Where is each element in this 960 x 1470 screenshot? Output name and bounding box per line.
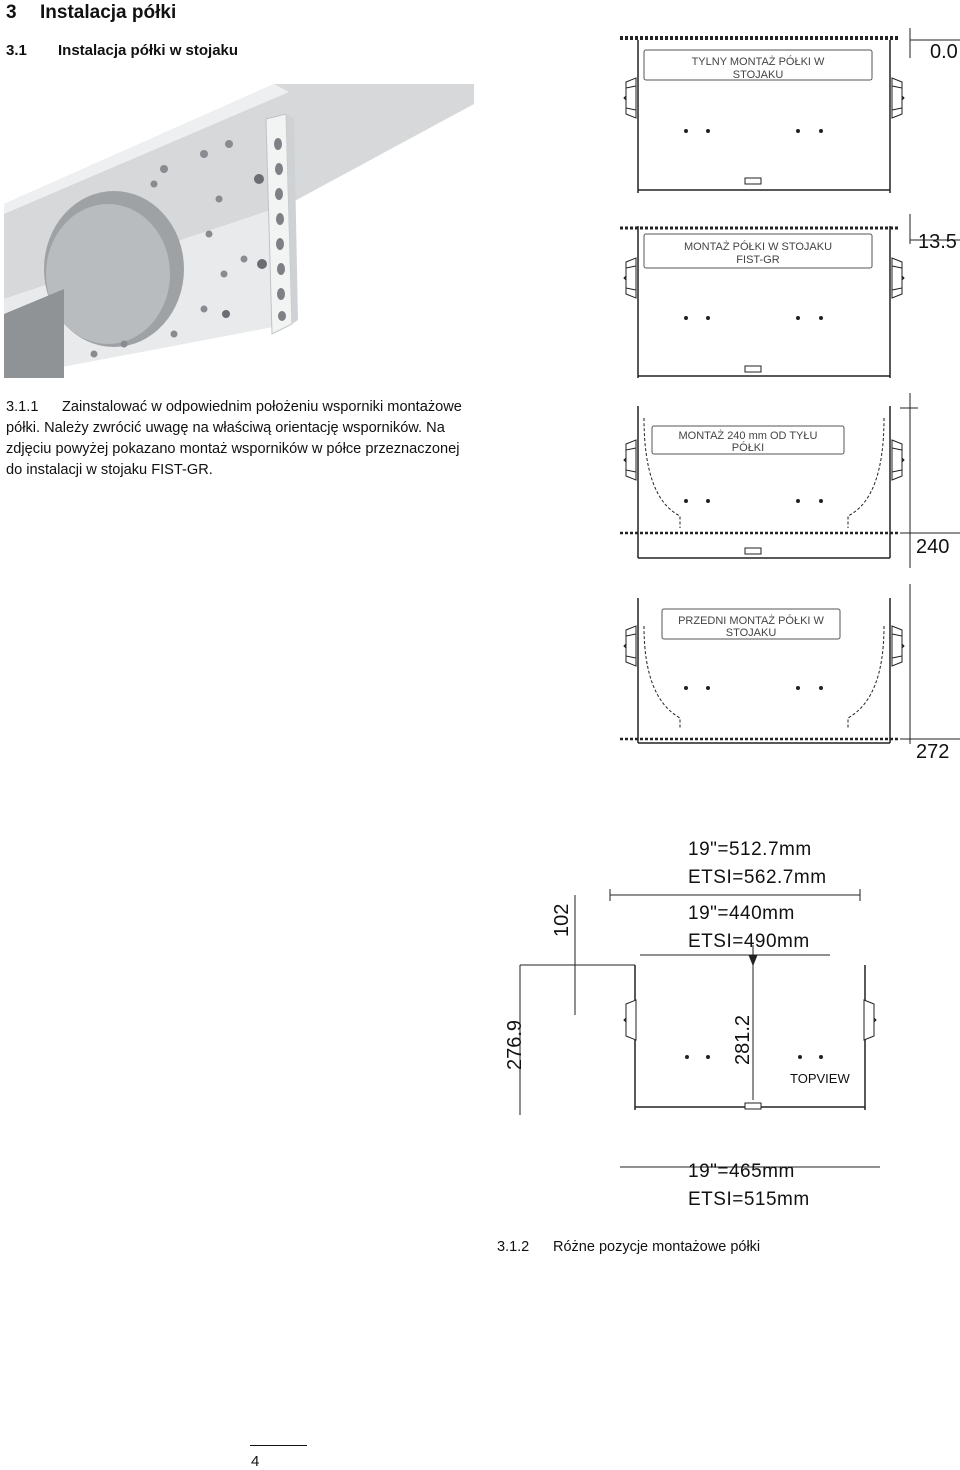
width-19-a: 19"=512.7mm: [688, 839, 812, 860]
mount-label-line1: TYLNY MONTAŻ PÓŁKI W: [691, 56, 825, 68]
width-etsi-b: ETSI=490mm: [688, 931, 810, 952]
mount-label-line2: PÓŁKI: [731, 442, 765, 454]
mount-label-line1: MONTAŻ 240 mm OD TYŁU: [678, 430, 818, 442]
depth-102: 102: [551, 903, 573, 937]
width-etsi-c: ETSI=515mm: [688, 1189, 810, 1210]
width-19-c: 19"=465mm: [688, 1161, 795, 1182]
depth-276: 276.9: [504, 1019, 526, 1070]
caption-text: Różne pozycje montażowe półki: [553, 1239, 761, 1255]
section-title: Instalacja półki: [40, 2, 177, 23]
subsection-heading: [6, 42, 238, 59]
mount-dimension: 272: [916, 741, 950, 763]
caption-number: 3.1.2: [497, 1239, 530, 1255]
width-19-b: 19"=440mm: [688, 903, 795, 924]
subsection-number: 3.1: [6, 42, 27, 59]
mount-fist-gr-diagram: [620, 214, 960, 378]
page-number: 4: [251, 1453, 260, 1470]
footer-rule: [250, 1445, 307, 1446]
section-heading: [6, 2, 176, 24]
mount-dimension: 240: [916, 536, 950, 558]
top-view-diagram: [495, 825, 885, 1215]
mount-label-line2: STOJAKU: [725, 627, 777, 639]
section-number: 3: [6, 2, 17, 23]
mount-label-line1: MONTAŻ PÓŁKI W STOJAKU: [683, 241, 833, 253]
shelf-bracket-photo: [4, 84, 474, 378]
figure-caption: [497, 1239, 760, 1255]
topview-label: TOPVIEW: [790, 1071, 850, 1086]
mount-label-line1: PRZEDNI MONTAŻ PÓŁKI W: [678, 615, 824, 627]
paragraph-text: Zainstalować w odpowiednim położeniu wsporniki montażowe półki. Należy zwrócić uwagę na właściwą orientację wsporników. Na zdjęciu powyżej pokazano montaż wsporników w półce przeznaczonej do instalacji w stojaku FIST-GR.: [6, 399, 462, 478]
mount-dimension: 13.5: [918, 231, 957, 253]
subsection-title: Instalacja półki w stojaku: [58, 42, 239, 59]
paragraph-number: 3.1.1: [6, 399, 39, 415]
width-etsi-a: ETSI=562.7mm: [688, 867, 827, 888]
depth-281: 281.2: [732, 1014, 754, 1065]
mount-label-line2: STOJAKU: [732, 69, 784, 81]
mount-dimension: 0.0: [930, 41, 958, 63]
mount-240-diagram: [620, 393, 960, 568]
mount-rear-diagram: [620, 28, 960, 193]
mount-label-line2: FIST-GR: [736, 254, 780, 266]
instruction-paragraph: [6, 397, 476, 481]
mounting-positions-figure: [600, 28, 960, 770]
mount-front-diagram: [620, 584, 960, 763]
